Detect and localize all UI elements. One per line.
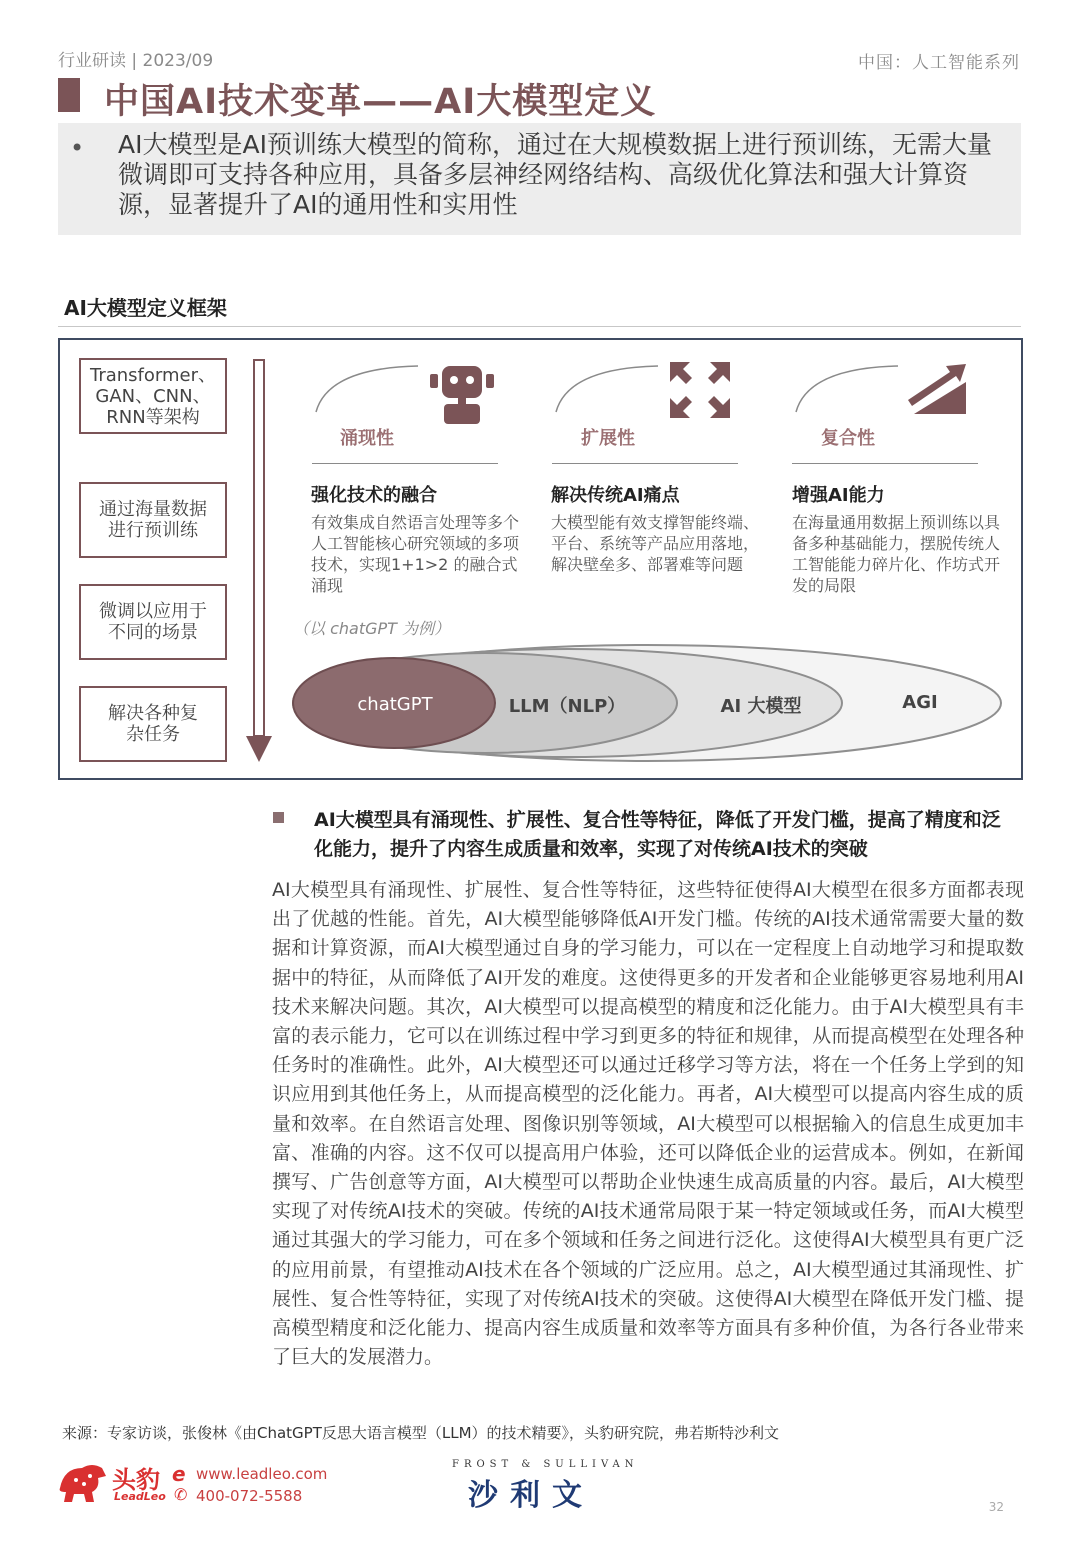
feature-divider [552,463,738,464]
phone-number: 400-072-5588 [196,1487,303,1505]
summary-text: AI大模型是AI预训练大模型的简称，通过在大规模数据上进行预训练，无需大量微调即可支持各种应用，具备多层神经网络结构、高级优化算法和强大计算资源，显著提升了AI的通用性和实用性 [118,130,992,219]
decorative-arc-icon [312,362,422,414]
decorative-arc-icon [552,362,662,414]
section-divider [58,326,1021,327]
flow-down-arrow-icon [244,358,274,766]
feature-label: 复合性 [821,428,875,449]
feature-divider [792,463,978,464]
expand-arrows-icon [668,360,732,420]
ai-model-label: AI 大模型 [720,696,802,717]
step-label: 微调以应用于 不同的场景 [99,601,207,643]
web-e-icon: e [172,1462,186,1486]
series-name: 中国：人工智能系列 [858,53,1020,73]
feature-description: 有效集成自然语言处理等多个人工智能核心研究领域的多项技术，实现1+1>2 的融合式涌现 [311,513,520,595]
step-complex-tasks [79,686,227,762]
step-label: 解决各种复 杂任务 [108,703,198,745]
ramp-up-icon [904,362,970,416]
feature-description: 大模型能有效支撑智能终端、平台、系统等产品应用落地，解决壁垒多、部署难等问题 [551,513,760,574]
source-note: 来源：专家访谈，张俊林《由ChatGPT反思大语言模型（LLM）的技术精要》，头豹研究院，弗若斯特沙利文 [62,1424,780,1442]
step-label: Transformer、 GAN、CNN、 RNN等架构 [89,364,216,428]
feature-description: 在海量通用数据上预训练以具备多种基础能力，摆脱传统人工智能能力碎片化、作坊式开发的局限 [792,513,1001,595]
title-accent-bar [58,78,80,112]
step-label: 通过海量数据 进行预训练 [99,499,207,541]
website-url: www.leadleo.com [196,1465,328,1483]
bullet-icon: • [70,134,85,162]
feature-title: 增强AI能力 [792,485,885,506]
frost-sullivan-cn: 沙利文 [468,1478,594,1513]
page-title: 中国AI技术变革——AI大模型定义 [104,82,657,122]
square-bullet-icon [273,812,284,823]
leopard-logo-icon [56,1458,108,1504]
step-finetuning [79,584,227,660]
feature-label: 涌现性 [340,428,394,449]
decorative-arc-icon [792,362,902,414]
llm-label: LLM（NLP） [508,696,626,717]
logo-en: LeadLeo [114,1490,166,1503]
report-meta: 行业研读 | 2023/09 [58,51,214,71]
example-note: （以 chatGPT 为例） [293,619,451,638]
feature-title: 强化技术的融合 [311,485,437,506]
page-number: 32 [988,1500,1004,1514]
robot-icon [428,360,496,428]
phone-icon: ✆ [174,1485,188,1504]
step-pretraining [79,482,227,558]
frost-sullivan-en: FROST & SULLIVAN [452,1459,639,1470]
logo-cn: 头豹 [112,1466,160,1494]
section-label: AI大模型定义框架 [64,296,227,320]
agi-label: AGI [902,692,938,713]
feature-divider [312,463,498,464]
feature-title: 解决传统AI痛点 [551,485,680,506]
step-architecture [79,358,227,434]
key-point: AI大模型具有涌现性、扩展性、复合性等特征，降低了开发门槛，提高了精度和泛化能力，提升了内容生成质量和效率，实现了对传统AI技术的突破 [314,809,1001,860]
body-paragraph: AI大模型具有涌现性、扩展性、复合性等特征，这些特征使得AI大模型在很多方面都表现出了优越的性能。首先，AI大模型能够降低AI开发门槛。传统的AI技术通常需要大量的数据和计算资源，而AI大模型通过自身的学习能力，可以在一定程度上自动地学习和提取数据中的特征，从而降低了AI开发的难度。这使得更多的开发者和企业能够更容易地利用AI技术来解决问题。其次，AI大模型可以提高模型的精度和泛化能力。由于AI大模型具有丰富的表示能力，它可以在训练过程中学习到更多的特征和规律，从而提高模型在处理各种任务时的准确性。此外，AI大模型还可以通过迁移学习等方法，将在一个任务上学到的知识应用到其他任务上，从而提高模型的泛化能力。再者，AI大模型可以提高内容生成的质量和效率。在自然语言处理、图像识别等领域，AI大模型可以根据输入的信息生成更加丰富、准确的内容。这不仅可以提高用户体验，还可以降低企业的运营成本。例如，在新闻撰写、广告创意等方面，AI大模型可以帮助企业快速生成高质量的内容。最后，AI大模型实现了对传统AI技术的突破。传统的AI技术通常局限于某一特定领域或任务，而AI大模型通过其强大的学习能力，可在多个领域和任务之间进行泛化。这使得AI大模型具有更广泛的应用前景，有望推动AI技术在各个领域的广泛应用。总之，AI大模型通过其涌现性、扩展性、复合性等特征，实现了对传统AI技术的突破。这使得AI大模型在降低开发门槛、提高模型精度和泛化能力、提高内容生成质量和效率等方面具有多种价值，为各行各业带来了巨大的发展潜力。 [272,879,1024,1369]
chatgpt-label: chatGPT [357,694,433,715]
feature-label: 扩展性 [581,428,635,449]
